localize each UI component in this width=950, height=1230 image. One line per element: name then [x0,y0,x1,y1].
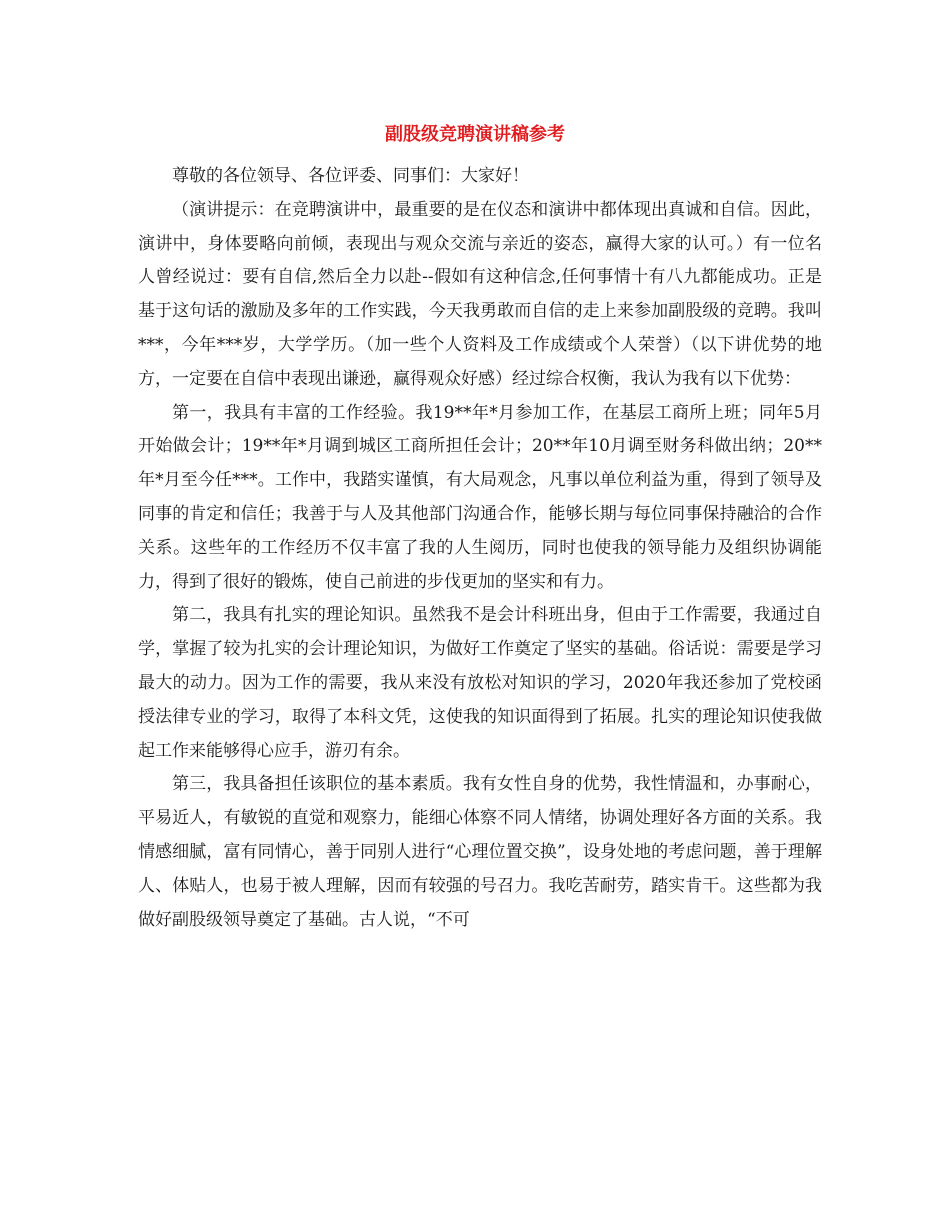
intro-paragraph: （演讲提示：在竞聘演讲中，最重要的是在仪态和演讲中都体现出真诚和自信。因此，演讲中，身体要略向前倾，表现出与观众交流与亲近的姿态，赢得大家的认可。）有一位名人曾经说过：要有自信,然后全力以赴--假如有这种信念,任何事情十有八九都能成功。正是基于这句话的激励及多年的工作实践，今天我勇敢而自信的走上来参加副股级的竞聘。我叫***，今年***岁，大学学历。（加一些个人资料及工作成绩或个人荣誉）（以下讲优势的地方，一定要在自信中表现出谦逊，赢得观众好感）经过综合权衡，我认为我有以下优势： [138,199,822,389]
greeting-paragraph: 尊敬的各位领导、各位评委、同事们：大家好！ [172,166,529,186]
advantage-two-paragraph: 第二，我具有扎实的理论知识。虽然我不是会计科班出身，但由于工作需要，我通过自学，掌握了较为扎实的会计理论知识，为做好工作奠定了坚实的基础。俗话说：需要是学习最大的动力。因为工作的需要，我从来没有放松对知识的学习，2020年我还参加了党校函授法律专业的学习，取得了本科文凭，这使我的知识面得到了拓展。扎实的理论知识使我做起工作来能够得心应手，游刃有余。 [138,605,822,761]
advantage-three-paragraph: 第三，我具备担任该职位的基本素质。我有女性自身的优势，我性情温和，办事耐心，平易近人，有敏锐的直觉和观察力，能细心体察不同人情绪，协调处理好各方面的关系。我情感细腻，富有同情心，善于同别人进行“心理位置交换”，设身处地的考虑问题，善于理解人、体贴人，也易于被人理解，因而有较强的号召力。我吃苦耐劳，踏实肯干。这些都为我做好副股级领导奠定了基础。古人说，“不可 [138,774,822,930]
document-title: 副股级竞聘演讲稿参考 [385,124,565,145]
document-body [138,160,822,937]
advantage-one-paragraph: 第一，我具有丰富的工作经验。我19**年*月参加工作，在基层工商所上班；同年5月开始做会计；19**年*月调到城区工商所担任会计；20**年10月调至财务科做出纳；20**年*月至今任***。工作中，我踏实谨慎，有大局观念，凡事以单位利益为重，得到了领导及同事的肯定和信任；我善于与人及其他部门沟通合作，能够长期与每位同事保持融洽的合作关系。这些年的工作经历不仅丰富了我的人生阅历，同时也使我的领导能力及组织协调能力，得到了很好的锻炼，使自己前进的步伐更加的坚实和有力。 [138,402,822,592]
